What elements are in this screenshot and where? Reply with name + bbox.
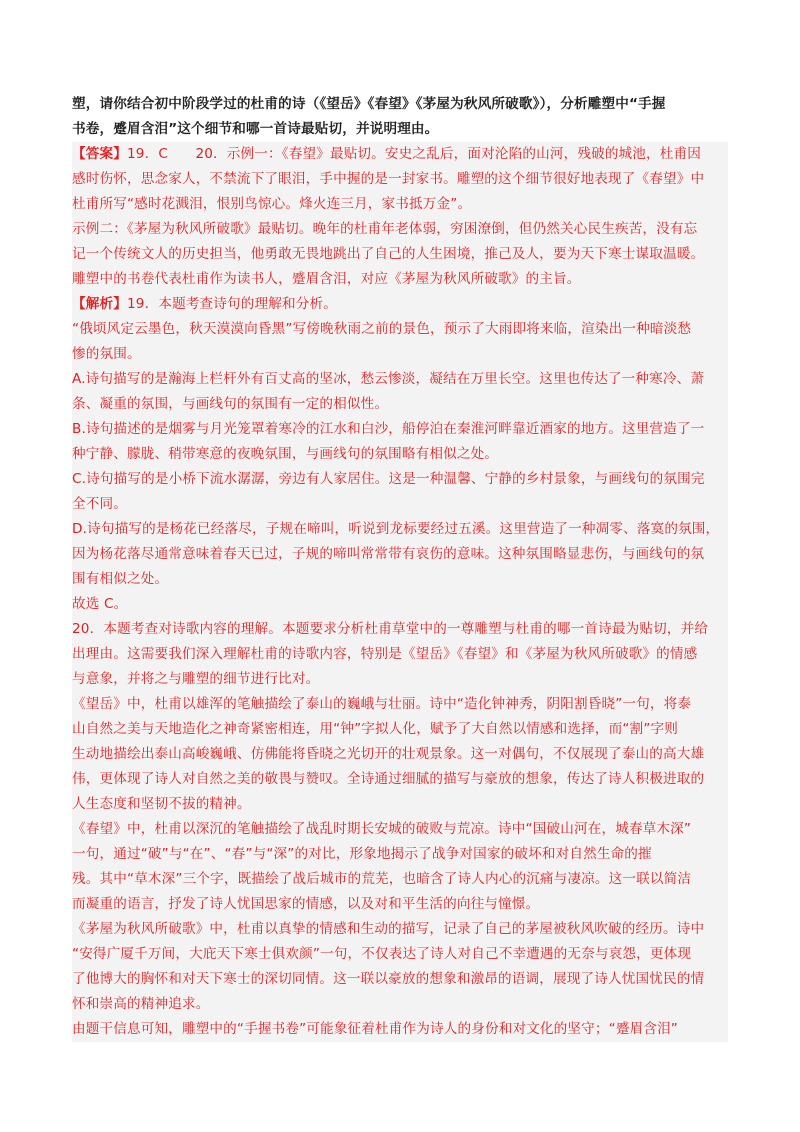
analysis-line: 了他博大的胸怀和对天下寒士的深切同情。这一联以豪放的想象和激昂的语调，展现了诗人忧国忧民的情 [72,967,728,992]
analysis-first-line [72,292,728,317]
analysis-block [72,317,728,1042]
analysis-line: 《望岳》中，杜甫以雄浑的笔触描绘了泰山的巍峨与壮丽。诗中“造化钟神秀，阴阳割昏晓”一句，将泰 [72,692,728,717]
analysis-line: 由题干信息可知，雕塑中的“手握书卷”可能象征着杜甫作为诗人的身份和对文化的坚守；“蹙眉含泪” [72,1017,728,1042]
analysis-line: 《春望》中，杜甫以深沉的笔触描绘了战乱时期长安城的破败与荒凉。诗中“国破山河在，城春草木深” [72,817,728,842]
analysis-line: 山自然之美与天地造化之神奇紧密相连，用“钟”字拟人化，赋予了大自然以情感和选择，而“割”字则 [72,717,728,742]
analysis-line: 20．本题考查对诗歌内容的理解。本题要求分析杜甫草堂中的一尊雕塑与杜甫的哪一首诗最为贴切，并给 [72,617,728,642]
analysis-line: “安得广厦千万间，大庇天下寒士俱欢颜”一句，不仅表达了诗人对自己不幸遭遇的无奈与哀怨，更体现 [72,942,728,967]
answer-line: 示例二：《茅屋为秋风所破歌》最贴切。晚年的杜甫年老体弱，穷困潦倒，但仍然关心民生疾苦，没有忘 [72,217,728,242]
analysis-line: C.诗句描写的是小桥下流水潺潺，旁边有人家居住。这是一种温馨、宁静的乡村景象，与画线句的氛围完 [72,467,728,492]
document-body [72,92,728,1042]
question-line: 书卷，蹙眉含泪”这个细节和哪一首诗最贴切，并说明理由。 [72,121,439,137]
answer-block [72,167,728,292]
analysis-line: D.诗句描写的是杨花已经落尽，子规在啼叫，听说到龙标要经过五溪。这里营造了一种凋零、落寞的氛围， [72,517,728,542]
answer-line: 杜甫所写“感时花溅泪，恨别鸟惊心。烽火连三月，家书抵万金”。 [72,192,728,217]
analysis-line: 残。其中“草木深”三个字，既描绘了战后城市的荒芜，也暗含了诗人内心的沉痛与凄凉。这一联以简洁 [72,867,728,892]
question-line: 塑，请你结合初中阶段学过的杜甫的诗（《望岳》《春望》《茅屋为秋风所破歌》），分析雕塑中“手握 [72,96,666,112]
answer-line: 记一个传统文人的历史担当，他勇敢无畏地跳出了自己的人生困境，推己及人，要为天下寒士谋取温暖。 [72,242,728,267]
analysis-line: 《茅屋为秋风所破歌》中，杜甫以真挚的情感和生动的描写，记录了自己的茅屋被秋风吹破的经历。诗中 [72,917,728,942]
analysis-line: “俄顷风定云墨色，秋天漠漠向昏黑”写傍晚秋雨之前的景色，预示了大雨即将来临，渲染出一种暗淡愁 [72,317,728,342]
analysis-line: 全不同。 [72,492,728,517]
analysis-line: B.诗句描述的是烟雾与月光笼罩着寒冷的江水和白沙，船停泊在秦淮河畔靠近酒家的地方。这里营造了一 [72,417,728,442]
analysis-line: 与意象，并将之与雕塑的细节进行比对。 [72,667,728,692]
analysis-line: 围有相似之处。 [72,567,728,592]
analysis-line: 条、凝重的氛围，与画线句的氛围有一定的相似性。 [72,392,728,417]
answer-line: 感时伤怀，思念家人，不禁流下了眼泪，手中握的是一封家书。雕塑的这个细节很好地表现了《春望》中 [72,167,728,192]
analysis-line: 一句，通过“破”与“在”、“春”与“深”的对比，形象地揭示了战争对国家的破坏和对自然生命的摧 [72,842,728,867]
analysis-line: 而凝重的语言，抒发了诗人忧国思家的情感，以及对和平生活的向往与憧憬。 [72,892,728,917]
analysis-line: 伟，更体现了诗人对自然之美的敬畏与赞叹。全诗通过细腻的描写与豪放的想象，传达了诗人积极进取的 [72,767,728,792]
analysis-tag: 【解析】 [72,296,127,312]
analysis-line: 出理由。这需要我们深入理解杜甫的诗歌内容，特别是《望岳》《春望》和《茅屋为秋风所破歌》的情感 [72,642,728,667]
analysis-line: 人生态度和坚韧不拔的精神。 [72,792,728,817]
analysis-text: 19．本题考查诗句的理解和分析。 [126,296,337,312]
analysis-line: 故选 C。 [72,592,728,617]
analysis-line: 惨的氛围。 [72,342,728,367]
analysis-line: 种宁静、朦胧、稍带寒意的夜晚氛围，与画线句的氛围略有相似之处。 [72,442,728,467]
analysis-line: A.诗句描写的是瀚海上栏杆外有百丈高的坚冰，愁云惨淡，凝结在万里长空。这里也传达了一种寒冷、萧 [72,367,728,392]
answer-first-line [72,142,728,167]
analysis-line: 生动地描绘出泰山高峻巍峨、仿佛能将昏晓之光切开的壮观景象。这一对偶句，不仅展现了泰山的高大雄 [72,742,728,767]
answer-text: 19．C 20．示例一：《春望》最贴切。安史之乱后，面对沦陷的山河，残破的城池，杜甫因 [126,146,702,162]
answer-line: 雕塑中的书卷代表杜甫作为读书人，蹙眉含泪，对应《茅屋为秋风所破歌》的主旨。 [72,267,728,292]
analysis-line: 因为杨花落尽通常意味着春天已过，子规的啼叫常常带有哀伤的意味。这种氛围略显悲伤，与画线句的氛 [72,542,728,567]
answer-tag: 【答案】 [72,146,127,162]
analysis-line: 怀和崇高的精神追求。 [72,992,728,1017]
